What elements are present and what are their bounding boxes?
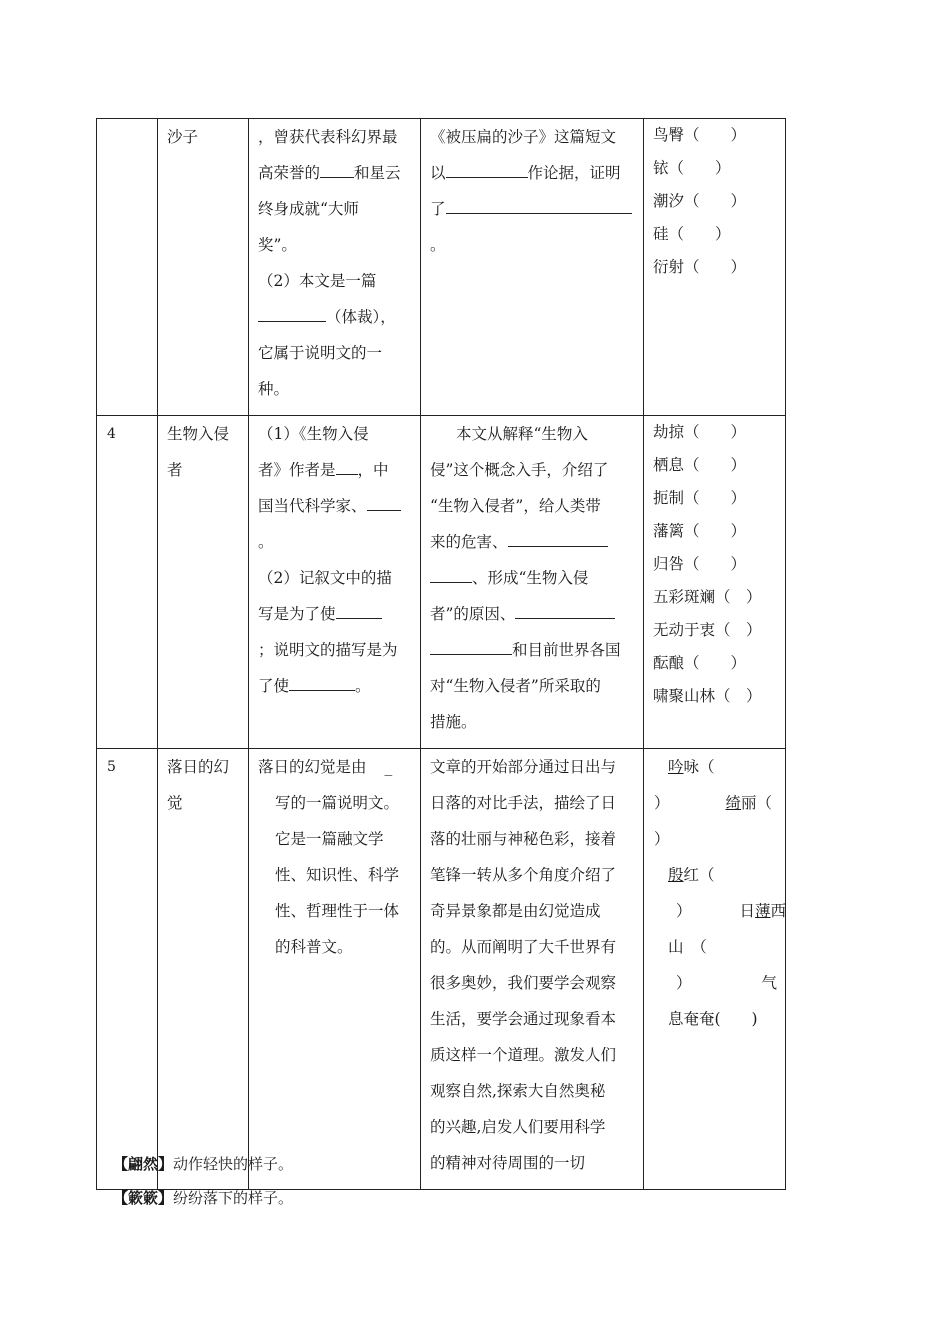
author-cell: 落日的幻觉是由 _ 写的一篇说明文。 它是一篇融文学 性、知识性、科学 性、哲理性于一体 的科普文。 [249, 749, 421, 1190]
table-row [97, 119, 786, 416]
note-line [113, 1153, 293, 1174]
note-term: 【簌簌】 [113, 1189, 174, 1207]
vocabulary-cell: 鸟臀（ ） 铱（ ） 潮汐（ ） 硅（ ） 衍射（ ） [644, 119, 786, 416]
lesson-table [96, 118, 786, 1190]
content-cell: 文章的开始部分通过日出与 日落的对比手法，描绘了日 落的壮丽与神秘色彩，接着 笔锋一转从多个角度介绍了 奇异景象都是由幻觉造成 的。从而阐明了大千世界有 很多奥妙，我们要学会观察 生活，要学会通过现象看本 质这样一个道理。激发人们 观察自然,探索大自然奥秘 的兴趣,启发人们要用科学 的精神对待周围的一切 [421, 749, 644, 1190]
content-cell: 本文从解释“生物入 侵”这个概念入手，介绍了 “生物入侵者”，给人类带 来的危害、 、形成“生物入侵 者”的原因、 和目前世界各国 对“生物入侵者”所采取的 措施。 [421, 416, 644, 749]
note-line [113, 1187, 293, 1208]
author-cell: ，曾获代表科幻界最 高荣誉的 和星云 终身成就“大师 奖”。 （2）本文是一篇 （体裁）， 它属于说明文的一 种。 [249, 119, 421, 416]
vocabulary-cell: 劫掠（ ） 栖息（ ） 扼制（ ） 藩篱（ ） 归咎（ ） 五彩斑斓（ ） 无动于衷（ ） 酝酿（ ） 啸聚山林（ ） [644, 416, 786, 749]
lesson-title: 落日的幻觉 [158, 749, 249, 1190]
lesson-title: 生物入侵者 [158, 416, 249, 749]
table-row [97, 749, 786, 1190]
row-number: 4 [97, 416, 158, 749]
note-definition: 纷纷落下的样子。 [173, 1189, 294, 1207]
table-row [97, 416, 786, 749]
lesson-title: 沙子 [158, 119, 249, 416]
author-cell: （1）《生物入侵 者》作者是 ，中 国当代科学家、 。 （2）记叙文中的描 写是为了使 ；说明文的描写是为 了使 。 [249, 416, 421, 749]
content-cell: 《被压扁的沙子》这篇短文 以 作论据，证明 了 。 [421, 119, 644, 416]
note-term: 【翩然】 [113, 1155, 174, 1173]
row-number [97, 119, 158, 416]
row-number: 5 [97, 749, 158, 1190]
note-definition: 动作轻快的样子。 [173, 1155, 294, 1173]
vocabulary-cell: 吟咏（ ） 绮丽（ ） 殷红（ ） 日薄西 山 （ ） 气 息奄奄( ) [644, 749, 786, 1190]
